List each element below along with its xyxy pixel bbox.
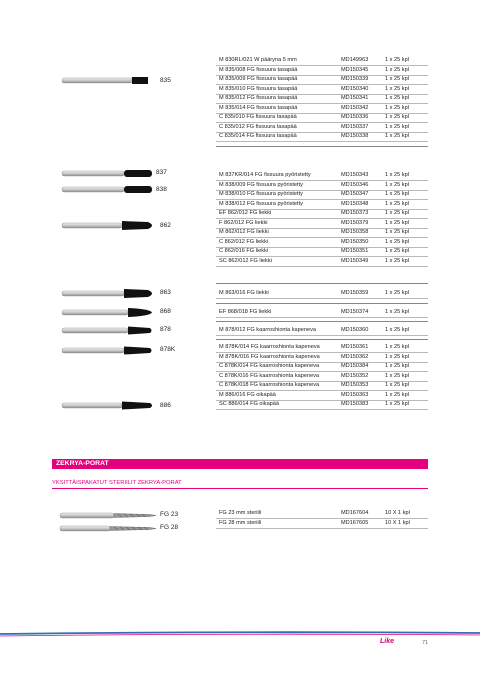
table-row bbox=[216, 362, 428, 372]
product-desc: M 835/008 FG fissuura tasapää bbox=[219, 66, 298, 73]
product-desc: M 862/012 FG liekki bbox=[219, 229, 269, 235]
product-desc: M 886/016 FG oikapää bbox=[219, 391, 276, 398]
brand-logo: Like bbox=[380, 638, 395, 645]
product-code: MD150345 bbox=[341, 66, 369, 73]
product-code: MD150343 bbox=[341, 172, 369, 178]
product-code: MD150352 bbox=[341, 372, 369, 379]
product-code: MD150353 bbox=[341, 382, 369, 388]
product-desc: EF 868/018 FG liekki bbox=[219, 309, 272, 315]
bur-label: 837 bbox=[156, 169, 167, 176]
section-header-band bbox=[52, 459, 428, 469]
product-qty: 1 x 25 kpl bbox=[385, 238, 409, 245]
table-row bbox=[216, 381, 428, 391]
table-row bbox=[216, 219, 428, 229]
product-desc: M 838/009 FG fissuura pyöristetty bbox=[219, 181, 303, 188]
product-desc: M 835/010 FG fissuura tasapää bbox=[219, 85, 298, 92]
product-code: MD150351 bbox=[341, 248, 369, 254]
product-qty: 1 x 25 kpl bbox=[385, 229, 409, 235]
bur-886 bbox=[62, 402, 152, 410]
product-code: MD150338 bbox=[341, 133, 369, 139]
product-code: MD150348 bbox=[341, 200, 369, 207]
product-desc: C 835/012 FG fissuura tasapää bbox=[219, 123, 297, 130]
table-row bbox=[216, 391, 428, 401]
product-qty: 1 x 25 kpl bbox=[385, 172, 409, 178]
product-desc: C 835/014 FG fissuura tasapää bbox=[219, 133, 297, 139]
product-desc: M 830RL/021 W pääryna 5 mm bbox=[219, 57, 297, 63]
table-row bbox=[216, 257, 428, 267]
table-row bbox=[216, 343, 428, 353]
table-row bbox=[216, 181, 428, 191]
bur-878 bbox=[62, 327, 152, 335]
product-desc: C 878K/014 FG kaarroshionta kapeneva bbox=[219, 363, 320, 369]
bur-label: 835 bbox=[160, 77, 171, 84]
table-row bbox=[216, 75, 428, 85]
product-qty: 1 x 25 kpl bbox=[385, 210, 409, 216]
table-row bbox=[216, 113, 428, 123]
product-desc: M 878/012 FG kaarroshionta kapeneva bbox=[219, 327, 317, 333]
table-row bbox=[216, 123, 428, 133]
product-qty: 10 X 1 kpl bbox=[385, 519, 410, 526]
product-code: MD150346 bbox=[341, 181, 369, 188]
table-row bbox=[216, 308, 428, 318]
table-row bbox=[216, 66, 428, 76]
product-desc: M 835/012 FG fissuura tasapää bbox=[219, 95, 298, 101]
product-qty: 1 x 25 kpl bbox=[385, 181, 409, 188]
table-row bbox=[216, 132, 428, 142]
product-desc: M 838/010 FG fissuura pyöristetty bbox=[219, 191, 303, 197]
product-qty: 1 x 25 kpl bbox=[385, 353, 409, 360]
bur-label: FG 23 bbox=[160, 511, 179, 518]
product-code: MD150383 bbox=[341, 401, 369, 407]
page-number: 71 bbox=[422, 640, 429, 646]
product-code: MD150349 bbox=[341, 257, 369, 264]
product-qty: 1 x 25 kpl bbox=[385, 257, 409, 264]
product-code: MD150373 bbox=[341, 210, 369, 216]
product-qty: 1 x 25 kpl bbox=[385, 219, 409, 226]
product-code: MD150347 bbox=[341, 191, 369, 197]
bur-fg28 bbox=[60, 526, 156, 531]
bur-label: 868 bbox=[160, 308, 171, 315]
product-code: MD150363 bbox=[341, 391, 369, 398]
product-qty: 1 x 25 kpl bbox=[385, 95, 409, 101]
product-qty: 1 x 25 kpl bbox=[385, 200, 409, 207]
product-qty: 1 x 25 kpl bbox=[385, 401, 409, 407]
product-desc: M 878K/014 FG kaarroshionta kapeneva bbox=[219, 344, 320, 350]
bur-862 bbox=[62, 221, 152, 230]
product-desc: C 862/012 FG liekki bbox=[219, 238, 269, 245]
product-desc: C 878K/018 FG kaarroshionta kapeneva bbox=[219, 382, 320, 388]
product-qty: 1 x 25 kpl bbox=[385, 133, 409, 139]
group-divider bbox=[216, 283, 428, 284]
table-row bbox=[216, 326, 428, 336]
product-code: MD167604 bbox=[341, 510, 369, 516]
product-code: MD150337 bbox=[341, 123, 369, 130]
product-qty: 1 x 25 kpl bbox=[385, 76, 409, 82]
footer-swoosh bbox=[0, 628, 480, 640]
product-qty: 1 x 25 kpl bbox=[385, 104, 409, 111]
product-code: MD150359 bbox=[341, 290, 369, 296]
product-code: MD150358 bbox=[341, 229, 369, 235]
product-qty: 1 x 25 kpl bbox=[385, 344, 409, 350]
table-row bbox=[216, 190, 428, 200]
product-desc: SC 886/014 FG oikapää bbox=[219, 401, 280, 407]
table-row bbox=[216, 94, 428, 104]
product-qty: 1 x 25 kpl bbox=[385, 66, 409, 73]
table-row bbox=[216, 289, 428, 299]
product-code: MD150341 bbox=[341, 95, 369, 101]
product-code: MD150374 bbox=[341, 309, 369, 315]
product-code: MD150360 bbox=[341, 327, 369, 333]
product-qty: 1 x 25 kpl bbox=[385, 57, 409, 63]
table-row bbox=[216, 209, 428, 219]
bur-label: 862 bbox=[160, 222, 171, 229]
product-qty: 1 x 25 kpl bbox=[385, 290, 409, 296]
group-divider bbox=[216, 321, 428, 322]
product-code: MD150342 bbox=[341, 104, 369, 111]
product-desc: C 878K/016 FG kaarroshionta kapeneva bbox=[219, 372, 320, 379]
product-desc: C 835/010 FG fissuura tasapää bbox=[219, 114, 297, 120]
product-code: MD150362 bbox=[341, 353, 369, 360]
bur-868 bbox=[62, 308, 152, 317]
product-code: MD150336 bbox=[341, 114, 369, 120]
product-desc: M 838/012 FG fissuura pyöristetty bbox=[219, 200, 303, 207]
product-qty: 1 x 25 kpl bbox=[385, 309, 409, 315]
section-subtitle-rule bbox=[52, 488, 428, 489]
product-code: MD150350 bbox=[341, 238, 369, 245]
product-code: MD150340 bbox=[341, 85, 369, 92]
product-desc: C 862/016 FG liekki bbox=[219, 248, 269, 254]
table-row bbox=[216, 171, 428, 181]
table-row bbox=[216, 104, 428, 114]
table-row bbox=[216, 228, 428, 238]
product-desc: M 878K/016 FG kaarroshionta kapeneva bbox=[219, 353, 320, 360]
product-qty: 1 x 25 kpl bbox=[385, 85, 409, 92]
group-divider bbox=[216, 339, 428, 340]
bur-863 bbox=[62, 289, 152, 298]
bur-878k bbox=[62, 347, 152, 355]
table-row bbox=[216, 519, 428, 529]
product-desc: M 835/014 FG fissuura tasapää bbox=[219, 104, 298, 111]
product-desc: SC 862/012 FG liekki bbox=[219, 257, 272, 264]
product-qty: 1 x 25 kpl bbox=[385, 248, 409, 254]
product-qty: 1 x 25 kpl bbox=[385, 372, 409, 379]
product-desc: M 837KR/014 FG fissuura pyöristetty bbox=[219, 172, 311, 178]
product-desc: M 835/009 FG fissuura tasapää bbox=[219, 76, 298, 82]
group-divider bbox=[216, 146, 428, 147]
product-code: MD150361 bbox=[341, 344, 369, 350]
product-qty: 1 x 25 kpl bbox=[385, 363, 409, 369]
product-qty: 1 x 25 kpl bbox=[385, 114, 409, 120]
bur-label: 886 bbox=[160, 402, 171, 409]
table-row bbox=[216, 353, 428, 363]
section-title: ZEKRYA-PORAT bbox=[56, 460, 109, 467]
product-qty: 1 x 25 kpl bbox=[385, 123, 409, 130]
group-divider bbox=[216, 303, 428, 304]
bur-fg23 bbox=[60, 513, 156, 518]
product-code: MD150379 bbox=[341, 219, 369, 226]
table-row bbox=[216, 200, 428, 210]
bur-label: 863 bbox=[160, 289, 171, 296]
product-code: MD150384 bbox=[341, 363, 369, 369]
table-row bbox=[216, 400, 428, 410]
product-code: MD150339 bbox=[341, 76, 369, 82]
section-subtitle: YKSITTÄISPAKATUT STERIILIT ZEKRYA-PORAT bbox=[52, 480, 182, 486]
product-qty: 1 x 25 kpl bbox=[385, 382, 409, 388]
bur-837 bbox=[62, 170, 152, 177]
product-desc: M 863/016 FG liekki bbox=[219, 290, 269, 296]
product-qty: 1 x 25 kpl bbox=[385, 327, 409, 333]
table-row bbox=[216, 56, 428, 66]
bur-838 bbox=[62, 186, 152, 193]
table-row bbox=[216, 238, 428, 248]
product-qty: 1 x 25 kpl bbox=[385, 391, 409, 398]
product-qty: 1 x 25 kpl bbox=[385, 191, 409, 197]
bur-label: 878K bbox=[160, 346, 176, 353]
product-desc: FG 23 mm steriili bbox=[219, 510, 262, 516]
bur-label: 878 bbox=[160, 326, 171, 333]
bur-label: FG 28 bbox=[160, 524, 179, 531]
table-row bbox=[216, 509, 428, 519]
table-row bbox=[216, 85, 428, 95]
product-desc: FG 28 mm steriili bbox=[219, 519, 262, 526]
bur-835 bbox=[62, 77, 148, 84]
table-row bbox=[216, 372, 428, 382]
table-row bbox=[216, 247, 428, 257]
product-code: MD149963 bbox=[341, 57, 369, 63]
bur-label: 838 bbox=[156, 186, 167, 193]
product-desc: EF 862/012 FG liekki bbox=[219, 210, 272, 216]
product-code: MD167605 bbox=[341, 519, 369, 526]
product-desc: F 862/012 FG liekki bbox=[219, 219, 268, 226]
product-qty: 10 X 1 kpl bbox=[385, 510, 410, 516]
